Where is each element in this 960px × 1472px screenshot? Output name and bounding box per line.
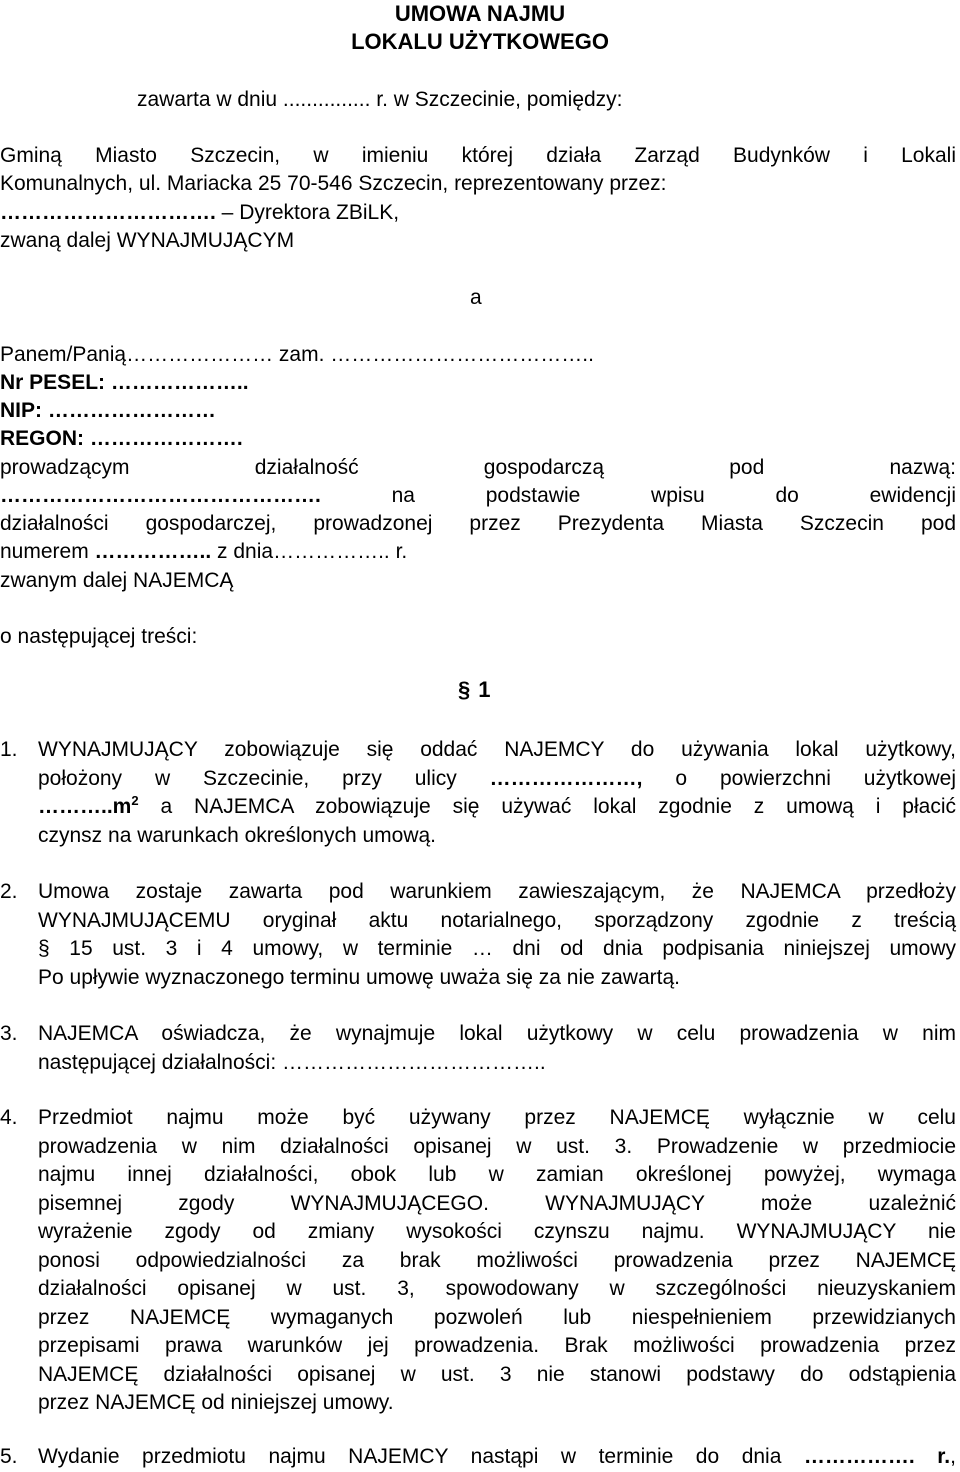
tenant-nip: NIP: …………………… — [0, 399, 216, 422]
document-title: UMOWA NAJMU — [394, 1, 566, 26]
clause-number: 2. — [0, 880, 18, 903]
area-dots: ………..m — [38, 795, 132, 818]
tenant-activity-line-2: ………………………………………. na podstawie wpisu do ewidencji — [0, 484, 956, 507]
section-heading — [458, 676, 491, 705]
tenant-registration-number: numerem …………….. z dnia…………….. r. — [0, 540, 408, 563]
tenant-name-address: Panem/Panią………………… zam. ……………………………….. — [0, 343, 594, 366]
tenant-regon: REGON: …………………. — [0, 427, 243, 450]
clause-5: 5. Wydanie przedmiotu najmu NAJEMCY nastąpi w terminie do dnia ……………. r., — [0, 1443, 956, 1472]
tenant-activity-line-1: prowadzącym działalność gospodarczą pod nazwą: — [0, 456, 956, 479]
registration-number-dots: …………….. — [94, 540, 212, 563]
contract-date-line: zawarta w dniu ............... r. w Szczecinie, pomiędzy: — [137, 88, 623, 111]
landlord-representative — [0, 199, 399, 228]
contract-intro: o następującej treści: — [0, 625, 198, 648]
clause-3: 3. NAJEMCA oświadcza, że wynajmuje lokal użytkowy w celu prowadzenia w nim następującej działalności: ……………………………….. — [0, 1022, 956, 1074]
tenant-alias: zwanym dalej NAJEMCĄ — [0, 569, 234, 592]
registration-date: z dnia…………….. r. — [211, 540, 408, 563]
conjunction: a — [470, 286, 482, 309]
tenant-pesel: Nr PESEL: ……………….. — [0, 371, 249, 394]
clause-2: 2. Umowa zostaje zawarta pod warunkiem zawieszającym, że NAJEMCA przedłoży WYNAJMUJĄCEMU oryginał aktu notarialnego, sporządzony zgodnie z treścią § 15 ust. 3 i 4 umowy, w terminie … dni od dnia podpisania niniejszej umowy Po upływie wyznaczonego terminu umowę uważa się za nie zawartą. — [0, 880, 956, 989]
handover-date-dots: ……………. r. — [803, 1445, 951, 1468]
clause-number: 1. — [0, 738, 18, 761]
document-subtitle: LOKALU UŻYTKOWEGO — [351, 29, 609, 54]
clause-number: 4. — [0, 1106, 18, 1129]
representative-role: – Dyrektora ZBiLK, — [215, 201, 400, 224]
business-name-dots: ………………………………………. — [0, 484, 321, 507]
landlord-line-1: Gminą Miasto Szczecin, w imieniu której działa Zarząd Budynków i Lokali — [0, 144, 956, 167]
tenant-activity-line-3: działalności gospodarczej, prowadzonej przez Prezydenta Miasta Szczecin pod — [0, 512, 956, 535]
section-symbol: § — [458, 677, 471, 702]
clause-number: 5. — [0, 1445, 18, 1468]
section-number: 1 — [478, 677, 491, 702]
clause-number: 3. — [0, 1022, 18, 1045]
street-dots: …………………, — [489, 766, 643, 790]
landlord-alias: zwaną dalej WYNAJMUJĄCYM — [0, 229, 295, 252]
clause-1: 1. WYNAJMUJĄCY zobowiązuje się oddać NAJEMCY do używania lokal użytkowy, położony w Szczecinie, przy ulicy …………………, o powierzchni użytkowej $\dots\dots\dots..m^2$ a NAJEMCA zobowiązuje się używać lokal zgodnie z umową i płacić czynsz na warunkach określonych umową. — [0, 738, 956, 847]
representative-dots: …………………………. — [0, 201, 216, 224]
clause-4: 4. Przedmiot najmu może być używany przez NAJEMCĘ wyłącznie w celu prowadzenia w nim działalności opisanej w ust. 3. Prowadzenie w przedmiocie najmu innej działalności, obok lub w zamian określonej powyżej, wymaga pisemnej zgody WYNAJMUJĄCEGO. WYNAJMUJĄCY może uzależnić wyrażenie zgody od zmiany wysokości czynszu najmu. WYNAJMUJĄCY nie ponosi odpowiedzialności za brak możliwości prowadzenia przez NAJEMCĘ działalności opisanej w ust. 3, spowodowany w szczególności nieuzyskaniem przez NAJEMCĘ wymaganych pozwoleń lub niespełnieniem przewidzianych przepisami prawa warunków jej prowadzenia. Brak możliwości prowadzenia przez NAJEMCĘ działalności opisanej w ust. 3 nie stanowi podstawy do odstąpienia przez NAJEMCĘ od niniejszej umowy. — [0, 1106, 956, 1414]
landlord-line-2: Komunalnych, ul. Mariacka 25 70-546 Szczecin, reprezentowany przez: — [0, 172, 667, 195]
